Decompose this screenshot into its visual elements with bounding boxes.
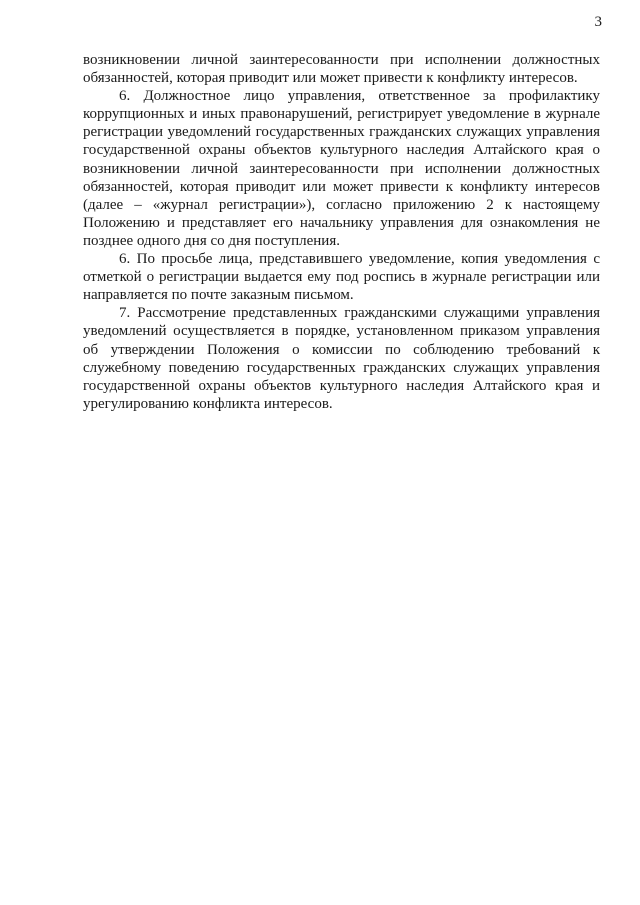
paragraph-item-6-copy-request: 6. По просьбе лица, представившего уведомление, копия уведомления с отметкой о регистрации выдается ему под роспись в журнале регистрации или направляется по почте заказным письмом. <box>83 251 600 304</box>
document-body <box>83 51 600 413</box>
paragraph-item-7-review: 7. Рассмотрение представленных гражданскими служащими управления уведомлений осуществляется в порядке, установленном приказом управления об утверждении Положения о комиссии по соблюдению требований к служебному поведению государственных гражданских служащих управления государственной охраны объектов культурного наследия Алтайского края и урегулированию конфликта интересов. <box>83 305 600 412</box>
paragraph-continuation: возникновении личной заинтересованности при исполнении должностных обязанностей, которая приводит или может привести к конфликту интересов. <box>83 52 600 87</box>
page-number: 3 <box>594 14 602 30</box>
paragraph-item-6-registration: 6. Должностное лицо управления, ответственное за профилактику коррупционных и иных правонарушений, регистрирует уведомление в журнале регистрации уведомлений государственных гражданских служащих управления государственной охраны объектов культурного наследия Алтайского края о возникновении личной заинтересованности при исполнении должностных обязанностей, которая приводит или может привести к конфликту интересов (далее – «журнал регистрации»), согласно приложению 2 к настоящему Положению и представляет его начальнику управления для ознакомления не позднее одного дня со дня поступления. <box>83 88 600 249</box>
